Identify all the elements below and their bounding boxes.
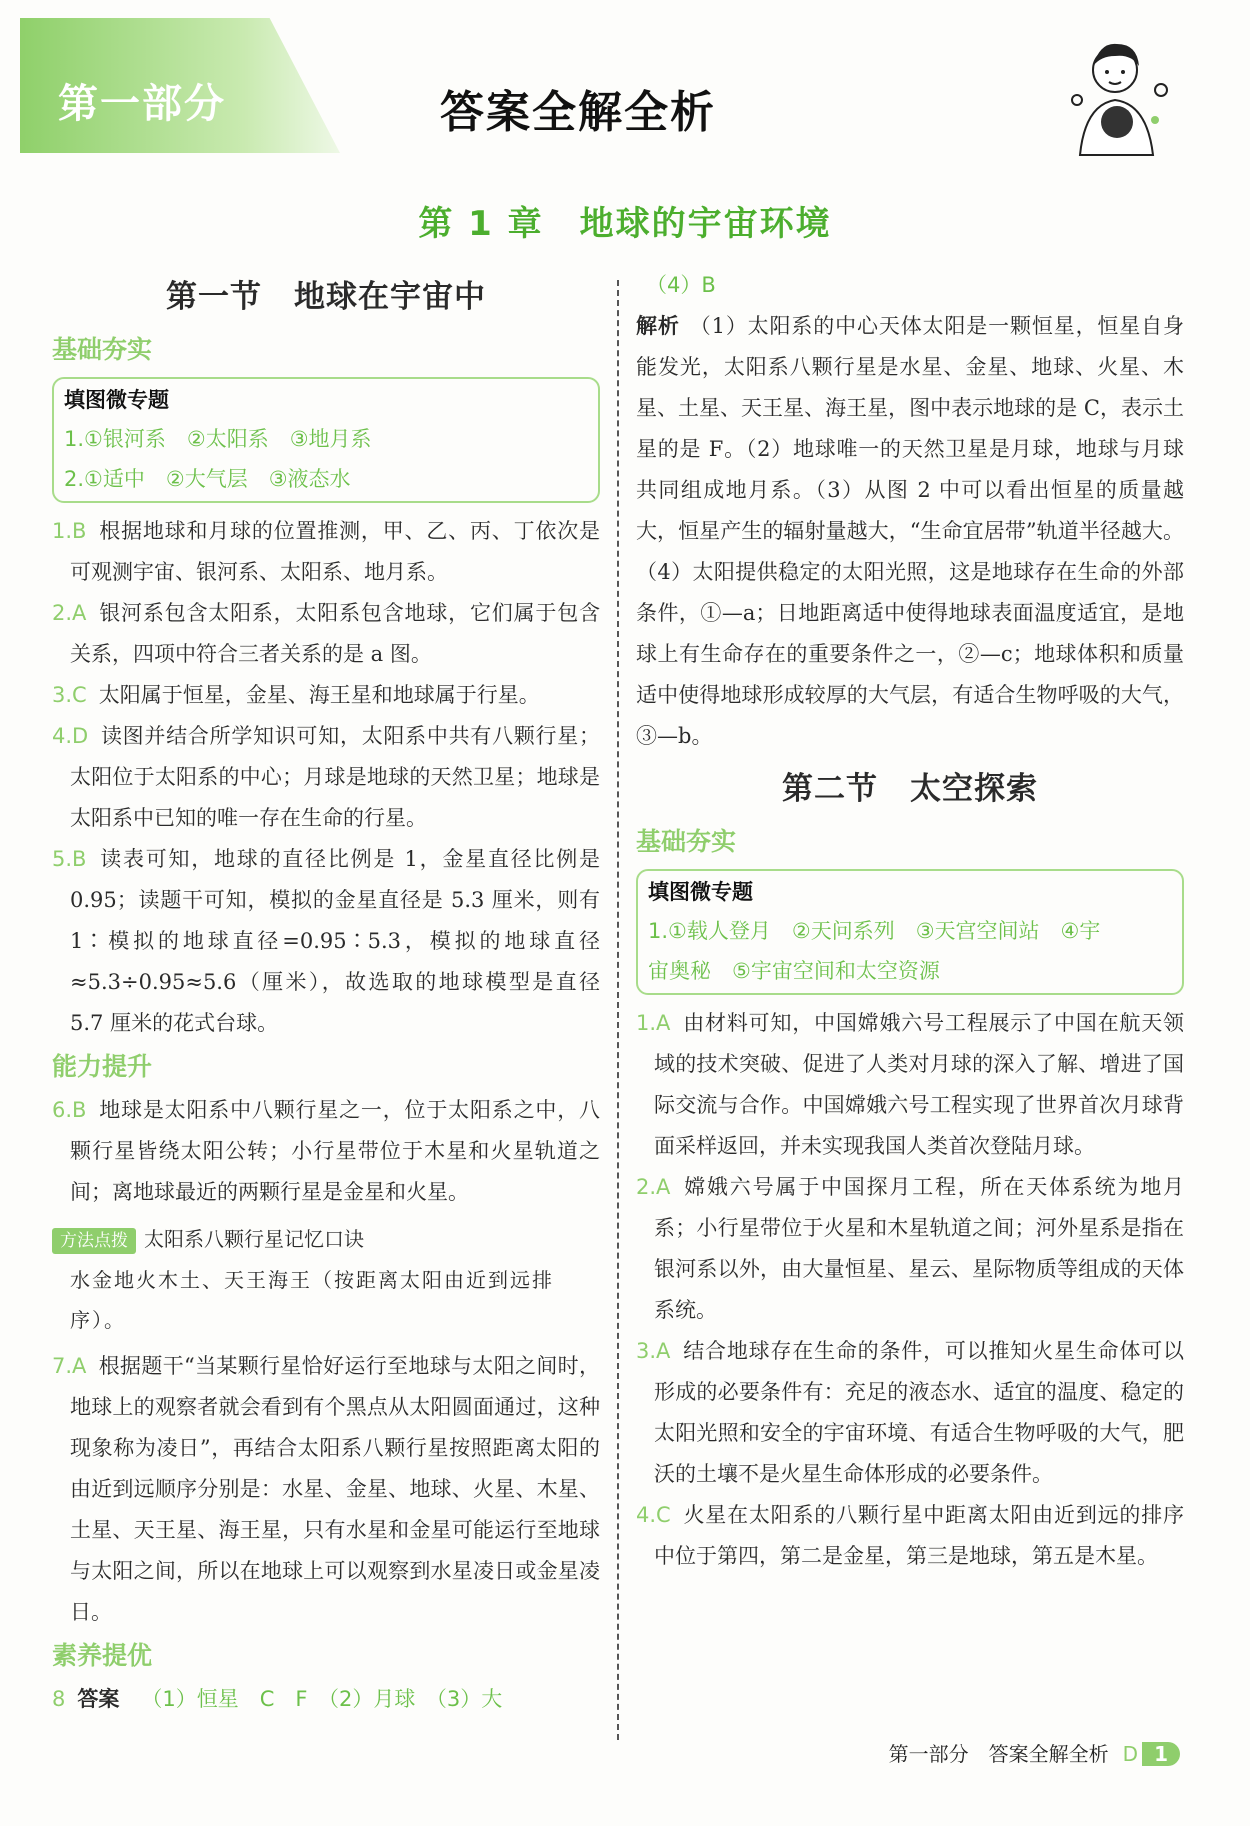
subhead-basic: 基础夯实 bbox=[636, 827, 737, 856]
analysis-text: （1）太阳系的中心天体太阳是一颗恒星，恒星自身能发光，太阳系八颗行星是水星、金星、地球、火星、木星、土星、天王星、海王星，图中表示地球的是 C，表示土星的是 F。（2）地球唯一的天然卫星是月球，地球与月球共同组成地月系。（3）从图 2 中可以看出恒星的质量越大，恒星产生的辐射量越大，“生命宜居带”轨道半径越大。（4）太阳提供稳定的太阳光照，这是地球存在生命的外部条件，①—a；日地距离适中使得地球表面温度适宜，是地球上有生命存在的重要条件之一，②—c；地球体积和质量适中使得地球形成较厚的大气层，有适合生物呼吸的大气，③—b。 bbox=[636, 314, 1185, 748]
section-title: 第一节 地球在宇宙中 bbox=[166, 279, 486, 315]
question-number: 1.B bbox=[52, 519, 87, 543]
answer-item bbox=[52, 511, 600, 593]
answer-item bbox=[52, 716, 600, 839]
fill-box-title: 填图微专题 bbox=[64, 388, 169, 412]
fill-box-line: 1.①银河系 ②太阳系 ③地月系 bbox=[64, 427, 372, 451]
question-number: 2.A bbox=[52, 601, 87, 625]
fill-box-line: 2.①适中 ②大气层 ③液态水 bbox=[64, 467, 351, 491]
question-number: 2.A bbox=[636, 1175, 671, 1199]
fill-box bbox=[636, 869, 1184, 995]
page-footer bbox=[889, 1738, 1180, 1767]
analysis bbox=[636, 306, 1184, 757]
fill-box-line: 1.①载人登月 ②天问系列 ③天宫空间站 ④宇 bbox=[648, 919, 1101, 943]
answer-item bbox=[636, 1495, 1184, 1577]
question-number: 3.A bbox=[636, 1339, 671, 1363]
answer-text: 结合地球存在生命的条件，可以推知火星生命体可以形成的必要条件有：充足的液态水、适宜的温度、稳定的太阳光照和安全的宇宙环境、有适合生物呼吸的大气，肥沃的土壤不是火星生命体形成的必要条件。 bbox=[654, 1339, 1184, 1486]
answer-item bbox=[52, 1090, 600, 1213]
answer-text: 根据地球和月球的位置推测，甲、乙、丙、丁依次是可观测宇宙、银河系、太阳系、地月系。 bbox=[70, 519, 600, 584]
student-mascot-illustration bbox=[1055, 30, 1185, 160]
fill-box-title: 填图微专题 bbox=[648, 880, 753, 904]
answer-item bbox=[52, 839, 600, 1044]
fill-box-line: 宙奥秘 ⑤宇宙空间和太空资源 bbox=[648, 959, 940, 983]
answer-value: （1）恒星 C F （2）月球 （3）大 bbox=[141, 1687, 503, 1711]
answer-text: 地球是太阳系中八颗行星之一，位于太阳系之中，八颗行星皆绕太阳公转；小行星带位于木星和火星轨道之间；离地球最近的两颗行星是金星和火星。 bbox=[70, 1098, 600, 1204]
question-number: 4.D bbox=[52, 724, 89, 748]
section-title: 第二节 太空探索 bbox=[782, 771, 1038, 807]
subhead-ability: 能力提升 bbox=[52, 1052, 153, 1081]
question-number: 7.A bbox=[52, 1354, 87, 1378]
answer-text: 太阳属于恒星，金星、海王星和地球属于行星。 bbox=[98, 683, 540, 707]
answer-item bbox=[636, 1331, 1184, 1495]
answer-text: 读图并结合所学知识可知，太阳系中共有八颗行星；太阳位于太阳系的中心；月球是地球的天然卫星；地球是太阳系中已知的唯一存在生命的行星。 bbox=[70, 724, 600, 830]
part-label: 第一部分 bbox=[58, 81, 226, 127]
answer-text: 读表可知，地球的直径比例是 1，金星直径比例是 0.95；读题干可知，模拟的金星直径是 5.3 厘米，则有 1∶模拟的地球直径=0.95∶5.3，模拟的地球直径≈5.3÷0.95≈5.6（厘米），故选取的地球模型是直径 5.7 厘米的花式台球。 bbox=[70, 847, 600, 1035]
column-divider bbox=[617, 280, 619, 1740]
fill-box bbox=[52, 377, 600, 503]
answer-item bbox=[52, 675, 600, 716]
answer-text: 根据题干“当某颗行星恰好运行至地球与太阳之间时，地球上的观察者就会看到有个黑点从太阳圆面通过，这种现象称为凌日”，再结合太阳系八颗行星按照距离太阳的由近到远顺序分别是：水星、金星、地球、火星、木星、土星、天王星、海王星，只有水星和金星可能运行至地球与太阳之间，所以在地球上可以观察到水星凌日或金星凌日。 bbox=[70, 1354, 600, 1624]
analysis-label: 解析 bbox=[636, 314, 680, 338]
answer-text: 火星在太阳系的八颗行星中距离太阳由近到远的排序中位于第四，第二是金星，第三是地球，第五是木星。 bbox=[654, 1503, 1184, 1568]
question-number: 8 bbox=[52, 1687, 66, 1711]
answer-item bbox=[52, 1346, 600, 1633]
page-number: 1 bbox=[1142, 1742, 1180, 1766]
tip-label: 方法点拨 bbox=[52, 1228, 136, 1254]
answer-label: 答案 bbox=[77, 1687, 120, 1711]
answer-item bbox=[636, 1003, 1184, 1167]
subhead-literacy: 素养提优 bbox=[52, 1641, 153, 1670]
method-tip bbox=[52, 1219, 600, 1340]
subhead-basic: 基础夯实 bbox=[52, 335, 153, 364]
question-number: 3.C bbox=[52, 683, 87, 707]
chapter-title: 第 1 章 地球的宇宙环境 bbox=[418, 204, 832, 244]
question-number: 6.B bbox=[52, 1098, 87, 1122]
right-column bbox=[636, 265, 1184, 1577]
tip-body: 水金地火木土、天王海王（按距离太阳由近到远排序）。 bbox=[70, 1268, 554, 1332]
answer-text: 由材料可知，中国嫦娥六号工程展示了中国在航天领域的技术突破、促进了人类对月球的深入了解、增进了国际交流与合作。中国嫦娥六号工程实现了世界首次月球背面采样返回，并未实现我国人类首次登陆月球。 bbox=[654, 1011, 1184, 1158]
footer-text: 第一部分 答案全解全析 bbox=[888, 1742, 1109, 1766]
header-title: 答案全解全析 bbox=[440, 87, 716, 138]
left-column bbox=[52, 265, 600, 1720]
answer-text: 银河系包含太阳系，太阳系包含地球，它们属于包含关系，四项中符合三者关系的是 a 图。 bbox=[70, 601, 600, 666]
answer-item bbox=[52, 593, 600, 675]
question-number: 4.C bbox=[636, 1503, 671, 1527]
question-number: 5.B bbox=[52, 847, 87, 871]
answer-continuation: （4）B bbox=[646, 273, 716, 297]
tip-title: 太阳系八颗行星记忆口诀 bbox=[144, 1227, 364, 1251]
question-number: 1.A bbox=[636, 1011, 671, 1035]
footer-d: D bbox=[1122, 1742, 1139, 1766]
answer-text: 嫦娥六号属于中国探月工程，所在天体系统为地月系；小行星带位于火星和木星轨道之间；河外星系是指在银河系以外，由大量恒星、星云、星际物质等组成的天体系统。 bbox=[654, 1175, 1184, 1322]
answer-item bbox=[636, 1167, 1184, 1331]
answer-item bbox=[52, 1679, 600, 1720]
